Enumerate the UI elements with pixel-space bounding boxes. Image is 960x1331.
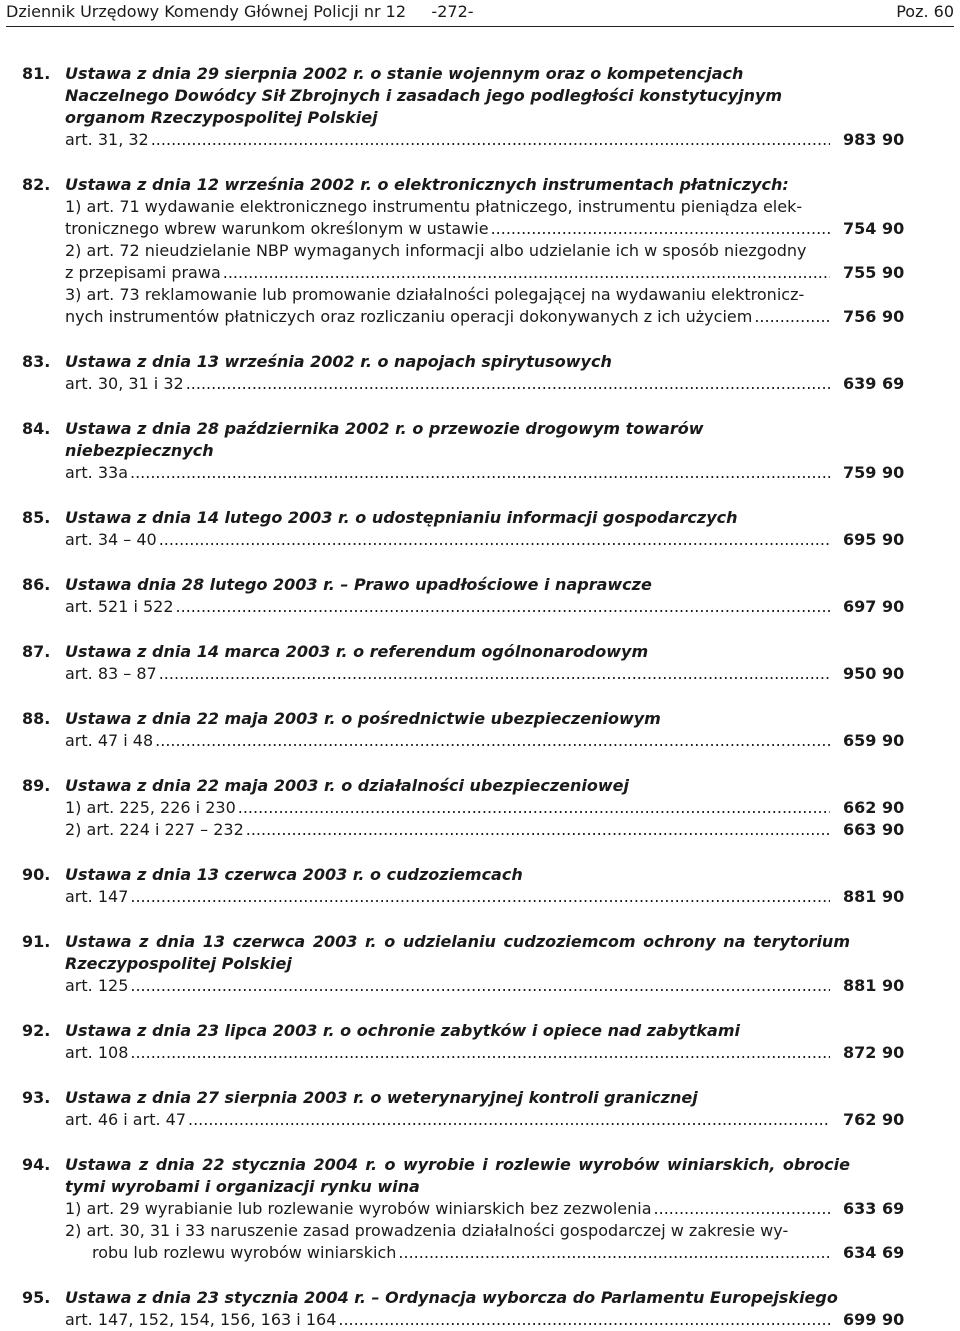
penalty-code: 881 90 — [843, 887, 905, 906]
entry-article-text: 1) art. 71 wydawanie elektronicznego instrumentu płatniczego, instrumentu pieniądza elek- — [65, 197, 803, 216]
entry-number: 84. — [22, 419, 51, 438]
article-reference: art. 47 i 48 — [65, 731, 154, 750]
list-item — [0, 351, 960, 395]
list-item — [0, 418, 960, 484]
entry-number: 93. — [22, 1088, 51, 1107]
penalty-code: 762 90 — [843, 1110, 905, 1129]
dot-leader — [130, 1042, 830, 1064]
entry-title: Ustawa z dnia 12 września 2002 r. o elektronicznych instrumentach płatniczych: — [65, 175, 789, 194]
entry-number: 95. — [22, 1288, 51, 1307]
entry-spacer — [0, 395, 960, 418]
entry-number: 89. — [22, 776, 51, 795]
entry-number: 90. — [22, 865, 51, 884]
list-item — [0, 864, 960, 908]
entry-title: Ustawa z dnia 23 stycznia 2004 r. – Ordynacja wyborcza do Parlamentu Europejskiego — [65, 1288, 838, 1307]
list-item — [0, 1087, 960, 1131]
entry-article-row — [65, 462, 930, 484]
penalty-code: 663 90 — [843, 820, 905, 839]
entry-article-row — [65, 1109, 930, 1131]
article-reference: z przepisami prawa — [65, 263, 221, 282]
penalty-code: 659 90 — [843, 731, 905, 750]
list-item — [0, 931, 960, 997]
dot-leader — [188, 1109, 830, 1131]
penalty-code: 754 90 — [843, 219, 905, 238]
entry-article-row — [65, 1242, 930, 1264]
dot-leader — [151, 129, 830, 151]
article-reference: art. 46 i art. 47 — [65, 1110, 186, 1129]
dot-leader — [176, 596, 830, 618]
entry-title: Ustawa z dnia 27 sierpnia 2003 r. o weterynaryjnej kontroli granicznej — [65, 1088, 698, 1107]
entry-article-row — [65, 663, 930, 685]
entry-title: Ustawa z dnia 13 czerwca 2003 r. o cudzoziemcach — [65, 865, 523, 884]
entry-title: Ustawa z dnia 13 września 2002 r. o napojach spirytusowych — [65, 352, 612, 371]
dot-leader — [155, 730, 830, 752]
article-reference: art. 125 — [65, 976, 129, 995]
entry-title: Ustawa z dnia 22 maja 2003 r. o działalności ubezpieczeniowej — [65, 776, 629, 795]
list-item — [0, 708, 960, 752]
entry-article-row — [65, 886, 930, 908]
entry-article-row — [65, 1042, 930, 1064]
entry-spacer — [0, 1264, 960, 1287]
entry-title: Ustawa z dnia 28 października 2002 r. o przewozie drogowym towarów niebezpiecznych — [65, 419, 704, 460]
entry-spacer — [0, 908, 960, 931]
penalty-code: 697 90 — [843, 597, 905, 616]
entry-spacer — [0, 1064, 960, 1087]
entry-article-row — [65, 373, 930, 395]
entry-number: 92. — [22, 1021, 51, 1040]
article-reference: art. 147 — [65, 887, 129, 906]
entry-spacer — [0, 997, 960, 1020]
dot-leader — [654, 1198, 830, 1220]
penalty-code: 634 69 — [843, 1243, 905, 1262]
article-reference: art. 521 i 522 — [65, 597, 174, 616]
entry-title: Ustawa z dnia 13 czerwca 2003 r. o udzielaniu cudzoziemcom ochrony na terytorium Rzeczypospolitej Polskiej — [65, 932, 850, 973]
entry-title: Ustawa z dnia 14 lutego 2003 r. o udostępnianiu informacji gospodarczych — [65, 508, 738, 527]
entry-spacer — [0, 752, 960, 775]
entry-article-row — [65, 797, 930, 819]
dot-leader — [754, 306, 830, 328]
list-item — [0, 574, 960, 618]
entry-number: 83. — [22, 352, 51, 371]
dot-leader — [223, 262, 830, 284]
dot-leader — [491, 218, 830, 240]
penalty-code: 756 90 — [843, 307, 905, 326]
article-reference: tronicznego wbrew warunkom określonym w ustawie — [65, 219, 489, 238]
penalty-code: 695 90 — [843, 530, 905, 549]
entry-number: 86. — [22, 575, 51, 594]
article-reference: robu lub rozlewu wyrobów winiarskich — [92, 1243, 397, 1262]
header-position: Poz. 60 — [896, 2, 954, 21]
entry-number: 88. — [22, 709, 51, 728]
entries-list — [0, 63, 960, 1331]
entry-spacer — [0, 618, 960, 641]
dot-leader — [398, 1242, 830, 1264]
list-item — [0, 1287, 960, 1331]
entry-spacer — [0, 551, 960, 574]
entry-spacer — [0, 841, 960, 864]
entry-spacer — [0, 151, 960, 174]
article-reference: art. 147, 152, 154, 156, 163 i 164 — [65, 1310, 337, 1329]
list-item — [0, 63, 960, 151]
article-reference: art. 31, 32 — [65, 130, 149, 149]
dot-leader — [130, 886, 830, 908]
entry-title: Ustawa z dnia 29 sierpnia 2002 r. o stanie wojennym oraz o kompetencjach Naczelnego Dowódcy Sił Zbrojnych i zasadach jego podległości konstytucyjnym organom Rzeczypospolitej Polskiej — [65, 64, 783, 127]
entry-spacer — [0, 1131, 960, 1154]
entry-spacer — [0, 328, 960, 351]
list-item — [0, 775, 960, 841]
article-reference: 1) art. 29 wyrabianie lub rozlewanie wyrobów winiarskich bez zezwolenia — [65, 1199, 652, 1218]
dot-leader — [130, 975, 830, 997]
entry-number: 82. — [22, 175, 51, 194]
entry-article-row — [65, 529, 930, 551]
penalty-code: 759 90 — [843, 463, 905, 482]
list-item — [0, 1154, 960, 1264]
entry-number: 85. — [22, 508, 51, 527]
list-item — [0, 507, 960, 551]
list-item — [0, 1020, 960, 1064]
dot-leader — [159, 663, 830, 685]
list-item — [0, 174, 960, 328]
entry-article-row — [65, 730, 930, 752]
penalty-code: 699 90 — [843, 1310, 905, 1329]
entry-number: 91. — [22, 932, 51, 951]
dot-leader — [186, 373, 830, 395]
penalty-code: 950 90 — [843, 664, 905, 683]
entry-title: Ustawa dnia 28 lutego 2003 r. – Prawo upadłościowe i naprawcze — [65, 575, 652, 594]
article-reference: nych instrumentów płatniczych oraz rozliczaniu operacji dokonywanych z ich użyciem — [65, 307, 753, 326]
penalty-code: 662 90 — [843, 798, 905, 817]
entry-number: 87. — [22, 642, 51, 661]
entry-spacer — [0, 685, 960, 708]
entry-spacer — [0, 484, 960, 507]
entry-title: Ustawa z dnia 14 marca 2003 r. o referendum ogólnonarodowym — [65, 642, 649, 661]
entry-number: 94. — [22, 1155, 51, 1174]
article-reference: 2) art. 224 i 227 – 232 — [65, 820, 244, 839]
article-reference: art. 33a — [65, 463, 128, 482]
entry-article-row — [65, 975, 930, 997]
header-journal-title: Dziennik Urzędowy Komendy Głównej Policji nr 12 -272- — [6, 2, 474, 21]
entry-article-row — [65, 262, 930, 284]
article-reference: art. 30, 31 i 32 — [65, 374, 184, 393]
article-reference: art. 34 – 40 — [65, 530, 157, 549]
entry-title: Ustawa z dnia 22 maja 2003 r. o pośrednictwie ubezpieczeniowym — [65, 709, 661, 728]
entry-title: Ustawa z dnia 22 stycznia 2004 r. o wyrobie i rozlewie wyrobów winiarskich, obrocie tymi wyrobami i organizacji rynku wina — [65, 1155, 850, 1196]
entry-article-row — [65, 1198, 930, 1220]
list-item — [0, 641, 960, 685]
dot-leader — [338, 1309, 830, 1331]
article-reference: art. 83 – 87 — [65, 664, 157, 683]
dot-leader — [159, 529, 830, 551]
entry-article-row — [65, 218, 930, 240]
entry-article-row — [65, 596, 930, 618]
penalty-code: 881 90 — [843, 976, 905, 995]
article-reference: 1) art. 225, 226 i 230 — [65, 798, 236, 817]
dot-leader — [246, 819, 830, 841]
entry-number: 81. — [22, 64, 51, 83]
dot-leader — [238, 797, 830, 819]
penalty-code: 639 69 — [843, 374, 905, 393]
entry-article-row — [65, 306, 930, 328]
penalty-code: 983 90 — [843, 130, 905, 149]
article-reference: art. 108 — [65, 1043, 129, 1062]
entry-article-row — [65, 129, 930, 151]
entry-title: Ustawa z dnia 23 lipca 2003 r. o ochronie zabytków i opiece nad zabytkami — [65, 1021, 741, 1040]
entry-article-text: 2) art. 30, 31 i 33 naruszenie zasad prowadzenia działalności gospodarczej w zakresie wy- — [65, 1221, 789, 1240]
page-header — [6, 0, 954, 27]
penalty-code: 633 69 — [843, 1199, 905, 1218]
entry-article-row — [65, 1309, 930, 1331]
penalty-code: 755 90 — [843, 263, 905, 282]
penalty-code: 872 90 — [843, 1043, 905, 1062]
dot-leader — [130, 462, 830, 484]
entry-article-text: 2) art. 72 nieudzielanie NBP wymaganych informacji albo udzielanie ich w sposób niezgodny — [65, 241, 807, 260]
entry-article-text: 3) art. 73 reklamowanie lub promowanie działalności polegającej na wydawaniu elektronicz- — [65, 285, 805, 304]
entry-article-row — [65, 819, 930, 841]
